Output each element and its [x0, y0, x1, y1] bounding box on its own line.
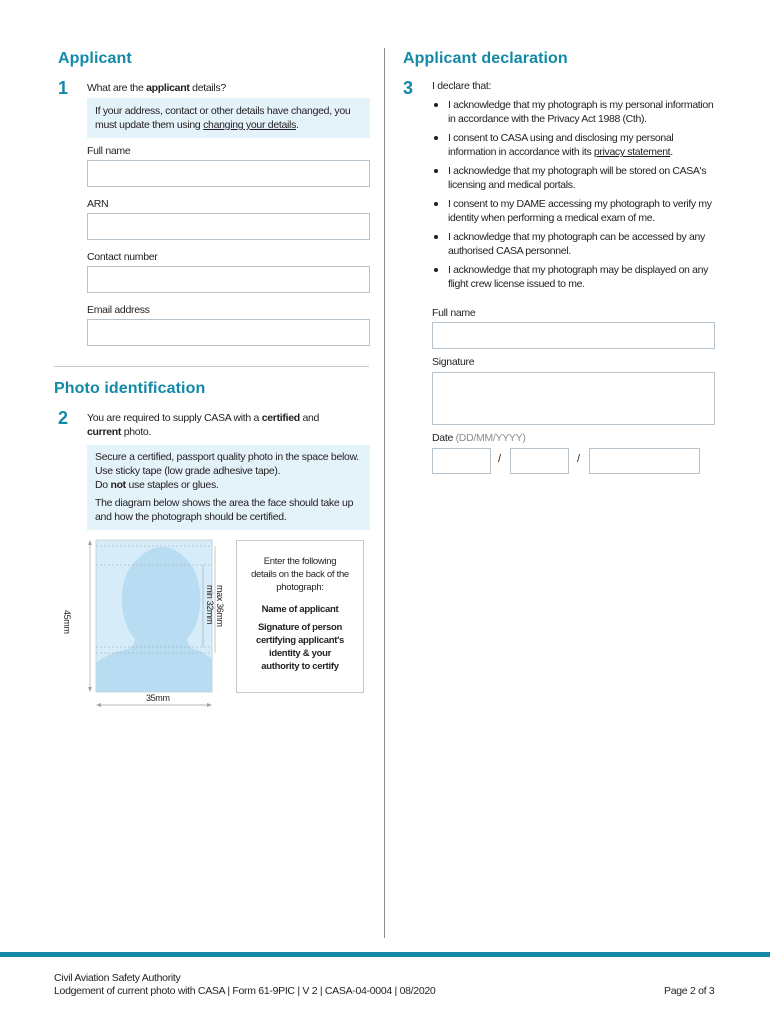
footer-organisation: Civil Aviation Safety Authority — [54, 972, 181, 984]
declaration-item: I acknowledge that my photograph will be stored on CASA's licensing and medical portals. — [432, 164, 720, 192]
applicant-info-box: If your address, contact or other details have changed, you must update them using changing your details. — [87, 98, 370, 138]
signature-field[interactable] — [432, 372, 715, 425]
changing-details-link[interactable]: changing your details — [203, 119, 297, 131]
date-month-field[interactable] — [510, 448, 569, 474]
date-year-field[interactable] — [589, 448, 700, 474]
email-address-field[interactable] — [87, 319, 370, 346]
photo-info-box: Secure a certified, passport quality photo in the space below. Use sticky tape (low grade adhesive tape). Do not use staples or glues. The diagram below shows the area the face should take up and how the photograph should be certified. — [87, 445, 370, 530]
declaration-intro: I declare that: — [432, 80, 492, 92]
date-separator: / — [498, 453, 502, 465]
photo-height-label: 45mm — [62, 610, 72, 634]
photo-width-label: 35mm — [146, 693, 170, 703]
privacy-statement-link[interactable]: privacy statement — [593, 146, 671, 158]
declaration-item: I acknowledge that my photograph can be accessed by any authorised CASA personnel. — [432, 230, 720, 258]
contact-number-label: Contact number — [87, 251, 158, 263]
contact-number-field[interactable] — [87, 266, 370, 293]
full-name-label: Full name — [87, 145, 131, 157]
declaration-item: I acknowledge that my photograph may be displayed on any flight crew license issued to me. — [432, 263, 720, 291]
applicant-question: What are the applicant details? — [87, 82, 226, 94]
declaration-full-name-field[interactable] — [432, 322, 715, 349]
signature-label: Signature — [432, 356, 475, 368]
declaration-full-name-label: Full name — [432, 307, 476, 319]
footer-accent-bar — [0, 952, 770, 957]
arn-label: ARN — [87, 198, 109, 210]
date-label: Date (DD/MM/YYYY) — [432, 432, 526, 444]
certification-instructions-box: Enter the following details on the back of the photograph: Name of applicant Signature of person certifying applicant's identity & your authority to certify — [236, 540, 364, 693]
declaration-item: I consent to my DAME accessing my photograph to verify my identity when performing a medical exam of me. — [432, 197, 720, 225]
photo-min-label: min 32mm — [205, 585, 215, 625]
arn-field[interactable] — [87, 213, 370, 240]
step-number-1: 1 — [58, 78, 69, 98]
photo-intro: You are required to supply CASA with a certified and current photo. — [87, 412, 320, 438]
column-divider — [384, 48, 385, 938]
date-day-field[interactable] — [432, 448, 491, 474]
applicant-declaration-heading: Applicant declaration — [403, 50, 568, 67]
step-number-3: 3 — [403, 78, 414, 98]
declaration-item: I consent to CASA using and disclosing my personal information in accordance with its privacy statement. — [432, 131, 720, 159]
footer-page-number: Page 2 of 3 — [664, 985, 715, 997]
declaration-item: I acknowledge that my photograph is my personal information in accordance with the Privacy Act 1988 (Cth). — [432, 98, 720, 126]
full-name-field[interactable] — [87, 160, 370, 187]
photo-max-label: max 36mm — [215, 585, 225, 627]
section-divider — [54, 366, 369, 367]
applicant-heading: Applicant — [58, 50, 132, 67]
footer-form-details: Lodgement of current photo with CASA | Form 61-9PIC | V 2 | CASA-04-0004 | 08/2020 — [54, 985, 436, 997]
declaration-list — [432, 98, 720, 296]
step-number-2: 2 — [58, 408, 69, 428]
date-separator: / — [577, 453, 581, 465]
email-address-label: Email address — [87, 304, 150, 316]
photo-identification-heading: Photo identification — [54, 380, 206, 397]
